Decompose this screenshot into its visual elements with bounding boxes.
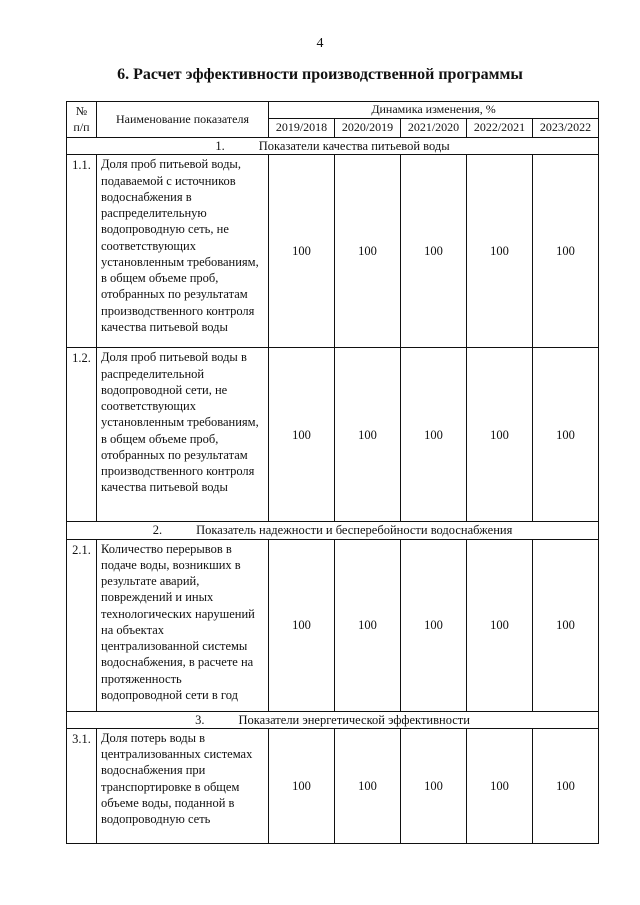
section-title-text: Показатель надежности и бесперебойности водоснабжения — [196, 523, 513, 538]
row-value: 100 — [533, 728, 599, 843]
row-value: 100 — [269, 539, 335, 711]
section-title-text: Показатели энергетической эффективности — [238, 712, 470, 727]
page-title: 6. Расчет эффективности производственной программы — [117, 66, 523, 83]
row-value: 100 — [335, 539, 401, 711]
section-header-row — [67, 711, 599, 728]
row-value: 100 — [269, 348, 335, 522]
row-number: 2.1. — [67, 539, 97, 711]
row-indicator-name: Доля проб питьевой воды в распределительной водопроводной сети, не соответствующих установленным требованиям, в общем объеме проб, отобранных по результатам производственного контроля качества питьевой воды — [97, 348, 269, 522]
header-indicator-name: Наименование показателя — [97, 102, 269, 138]
table-row — [67, 348, 599, 522]
row-value: 100 — [335, 348, 401, 522]
section-number: 2. — [152, 523, 163, 538]
row-indicator-name: Доля потерь воды в централизованных системах водоснабжения при транспортировке в общем объеме воды, поданной в водопроводную сеть — [97, 728, 269, 843]
table-row — [67, 728, 599, 843]
row-value: 100 — [467, 539, 533, 711]
row-indicator-name: Количество перерывов в подаче воды, возникших в результате аварий, повреждений и иных технологических нарушений на объектах централизованной системы водоснабжения, в расчете на протяженность водопроводной сети в год — [97, 539, 269, 711]
row-value: 100 — [401, 155, 467, 348]
row-value: 100 — [269, 155, 335, 348]
section-title — [67, 522, 599, 539]
row-value: 100 — [401, 728, 467, 843]
row-value: 100 — [467, 728, 533, 843]
section-header-row — [67, 522, 599, 539]
header-year: 2019/2018 — [269, 119, 335, 138]
row-number: 3.1. — [67, 728, 97, 843]
row-value: 100 — [335, 155, 401, 348]
section-header-row — [67, 138, 599, 155]
section-title — [67, 138, 599, 155]
row-number: 1.1. — [67, 155, 97, 348]
section-number: 1. — [215, 139, 225, 153]
row-value: 100 — [401, 539, 467, 711]
row-value: 100 — [401, 348, 467, 522]
header-number: № п/п — [67, 102, 97, 138]
table-row — [67, 539, 599, 711]
header-year: 2022/2021 — [467, 119, 533, 138]
row-value: 100 — [533, 348, 599, 522]
row-value: 100 — [269, 728, 335, 843]
header-year: 2020/2019 — [335, 119, 401, 138]
header-year: 2023/2022 — [533, 119, 599, 138]
row-value: 100 — [335, 728, 401, 843]
row-indicator-name: Доля проб питьевой воды, подаваемой с источников водоснабжения в распределительную водопроводную сеть, не соответствующих установленным требованиям, в общем объеме проб, отобранных по результатам производственного контроля качества питьевой воды — [97, 155, 269, 348]
table-row — [67, 155, 599, 348]
page-number: 4 — [316, 36, 324, 51]
row-value: 100 — [467, 155, 533, 348]
row-number: 1.2. — [67, 348, 97, 522]
section-title — [67, 711, 599, 728]
row-value: 100 — [533, 539, 599, 711]
section-number: 3. — [195, 712, 205, 727]
section-title-text: Показатели качества питьевой воды — [258, 139, 450, 153]
row-value: 100 — [533, 155, 599, 348]
efficiency-table — [66, 101, 599, 844]
header-year: 2021/2020 — [401, 119, 467, 138]
header-dynamics: Динамика изменения, % — [269, 102, 599, 119]
row-value: 100 — [467, 348, 533, 522]
